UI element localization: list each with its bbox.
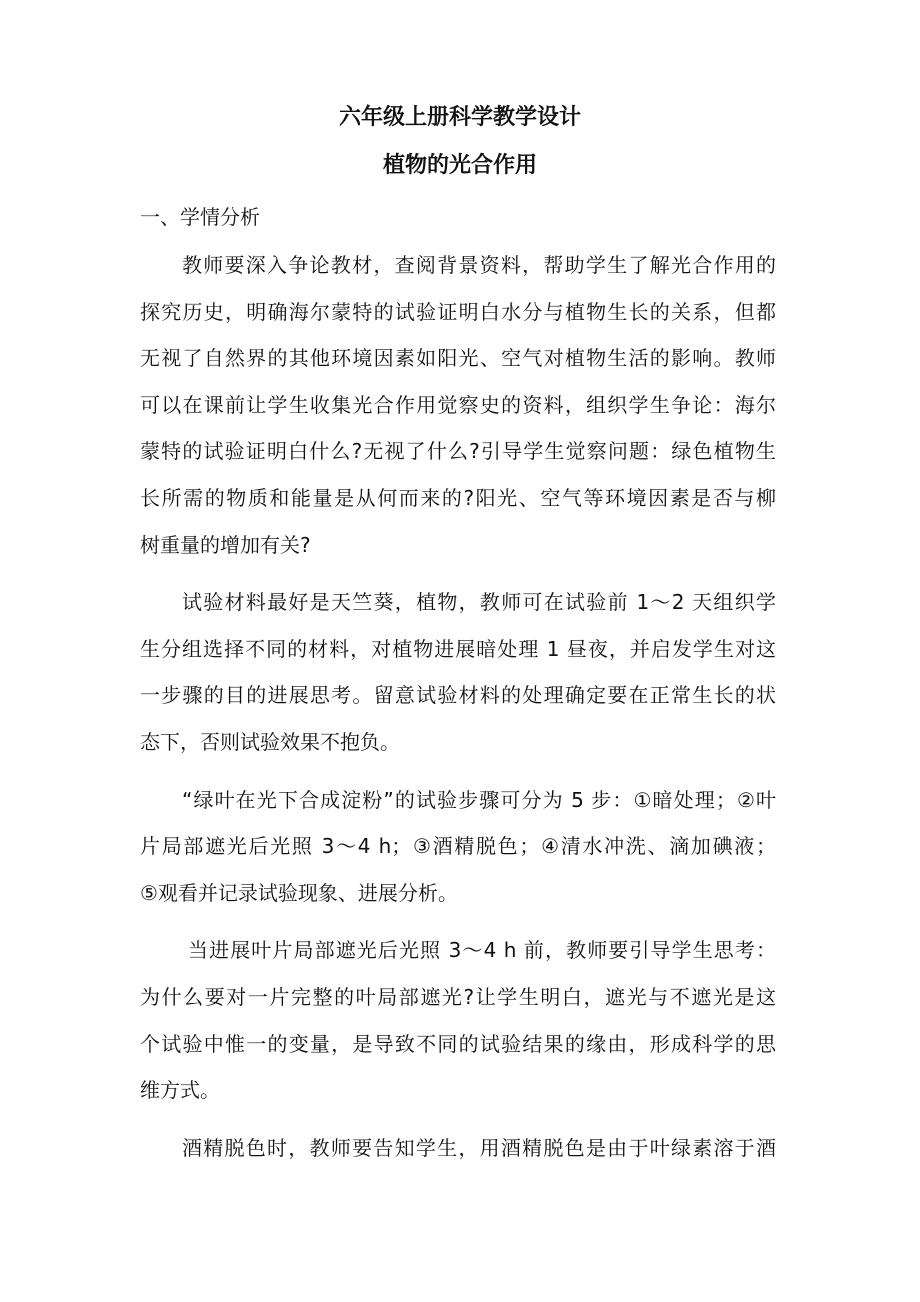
paragraph-line: 长所需的物质和能量是从何而来的?阳光、空气等环境因素是否与柳 bbox=[140, 485, 776, 510]
paragraph-line: 可以在课前让学生收集光合作用觉察史的资料，组织学生争论：海尔 bbox=[140, 392, 776, 417]
paragraph-line: 态下，否则试验效果不抱负。 bbox=[140, 729, 400, 754]
document-title: 六年级上册科学教学设计 bbox=[338, 105, 581, 130]
paragraph-line: 教师要深入争论教材，查阅背景资料，帮助学生了解光合作用的 bbox=[182, 253, 776, 277]
paragraph-line: 当进展叶片局部遮光后光照 3～4 h 前，教师要引导学生思考： bbox=[188, 938, 776, 963]
paragraph bbox=[140, 927, 776, 1113]
paragraph bbox=[140, 579, 776, 765]
paragraph-line: 酒精脱色时，教师要告知学生，用酒精脱色是由于叶绿素溶于酒 bbox=[182, 1135, 776, 1160]
document-body bbox=[140, 242, 776, 1182]
paragraph-line: 为什么要对一片完整的叶局部遮光?让学生明白，遮光与不遮光是这 bbox=[140, 984, 776, 1009]
paragraph-line: 生分组选择不同的材料，对植物进展暗处理 1 昼夜，并启发学生对这 bbox=[140, 636, 776, 661]
paragraph-line: 无视了自然界的其他环境因素如阳光、空气对植物生活的影响。教师 bbox=[140, 346, 776, 371]
paragraph bbox=[140, 1125, 776, 1172]
paragraph-line: 个试验中惟一的变量，是导致不同的试验结果的缘由，形成科学的思 bbox=[140, 1031, 776, 1056]
paragraph-line: 树重量的增加有关? bbox=[140, 532, 311, 557]
paragraph-line: 试验材料最好是天竺葵，植物，教师可在试验前 1～2 天组织学 bbox=[182, 590, 776, 615]
paragraph-line: “绿叶在光下合成淀粉”的试验步骤可分为 5 步：①暗处理；②叶 bbox=[182, 787, 776, 812]
paragraph-line: ⑤观看并记录试验现象、进展分析。 bbox=[140, 880, 458, 905]
paragraph bbox=[140, 242, 776, 568]
section-heading: 一、学情分析 bbox=[140, 205, 260, 229]
paragraph bbox=[140, 777, 776, 917]
document-subtitle: 植物的光合作用 bbox=[382, 153, 537, 178]
paragraph-line: 蒙特的试验证明白什么?无视了什么?引导学生觉察问题：绿色植物生 bbox=[140, 439, 776, 464]
paragraph-line: 探究历史，明确海尔蒙特的试验证明白水分与植物生长的关系，但都 bbox=[140, 299, 776, 324]
paragraph-line: 一步骤的目的进展思考。留意试验材料的处理确定要在正常生长的状 bbox=[140, 683, 776, 708]
paragraph-line: 维方式。 bbox=[140, 1078, 220, 1103]
paragraph-line: 片局部遮光后光照 3～4 h；③酒精脱色；④清水冲洗、滴加碘液； bbox=[140, 834, 776, 859]
